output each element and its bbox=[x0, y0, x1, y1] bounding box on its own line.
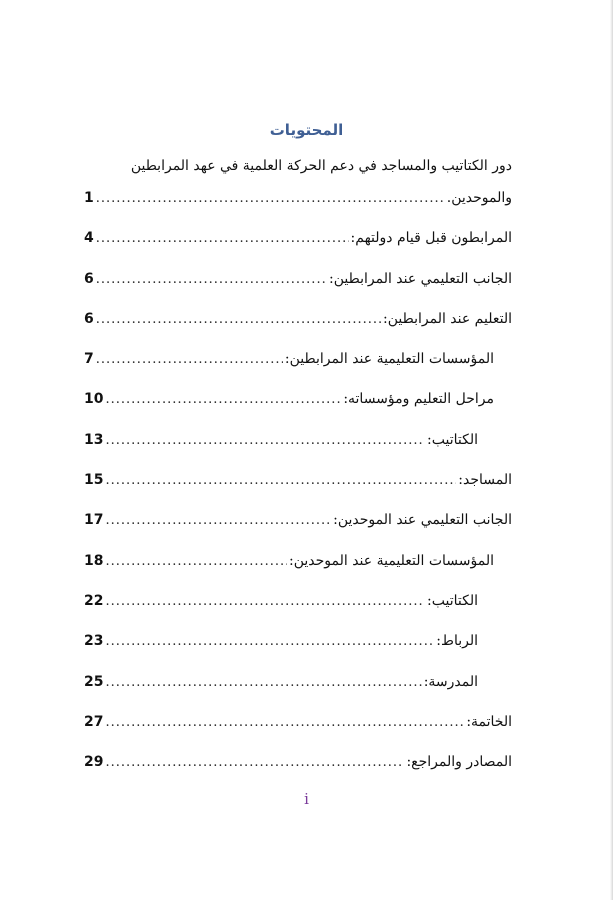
toc-leader-dots bbox=[96, 352, 283, 367]
toc-leader-dots bbox=[105, 554, 287, 569]
toc-entry[interactable] bbox=[84, 424, 512, 464]
toc-entry-page: 4 bbox=[84, 230, 94, 247]
toc-entry-label: المساجد: bbox=[458, 472, 512, 489]
toc-entry[interactable] bbox=[84, 222, 512, 262]
toc-entry-page: 7 bbox=[84, 351, 94, 368]
toc-entry[interactable] bbox=[84, 666, 512, 706]
toc-entry-page: 27 bbox=[84, 713, 104, 730]
toc-entry-page: 6 bbox=[84, 310, 94, 327]
toc-entry[interactable] bbox=[84, 464, 512, 504]
toc-entry-page: 29 bbox=[84, 754, 104, 771]
toc-leader-dots bbox=[96, 191, 445, 206]
toc-entry-page: 13 bbox=[84, 431, 104, 448]
toc-entry-page: 18 bbox=[84, 552, 104, 569]
toc-entry-label: والموحدين. bbox=[446, 190, 512, 206]
toc-entry[interactable] bbox=[84, 545, 512, 585]
toc-entry[interactable] bbox=[84, 585, 512, 625]
toc-leader-dots bbox=[105, 755, 404, 770]
toc-entry[interactable] bbox=[84, 343, 512, 383]
toc-entry[interactable] bbox=[84, 383, 512, 423]
toc-title: المحتويات bbox=[269, 121, 344, 139]
toc-entry[interactable] bbox=[84, 706, 512, 746]
page-number: i bbox=[304, 790, 309, 808]
toc-leader-dots bbox=[105, 513, 331, 528]
toc-leader-dots bbox=[105, 634, 434, 649]
toc-entry-page: 22 bbox=[84, 592, 104, 609]
toc-entry-label: مراحل التعليم ومؤسساته: bbox=[343, 391, 494, 408]
toc-entry[interactable] bbox=[84, 625, 512, 665]
toc-leader-dots bbox=[105, 473, 456, 488]
toc-leader-dots bbox=[105, 433, 425, 448]
toc-leader-dots bbox=[96, 231, 349, 246]
toc-entry-label: المدرسة: bbox=[423, 673, 478, 690]
toc-leader-dots bbox=[105, 715, 464, 730]
toc-entry-label: الجانب التعليمي عند المرابطين: bbox=[329, 270, 512, 287]
toc-entry-label: الكتاتيب: bbox=[427, 592, 478, 609]
toc-entry-page: 6 bbox=[84, 270, 94, 287]
toc-entry-label: التعليم عند المرابطين: bbox=[383, 310, 512, 327]
toc-entry[interactable] bbox=[84, 182, 512, 222]
toc-entry[interactable] bbox=[84, 263, 512, 303]
toc-leader-dots bbox=[96, 312, 381, 327]
toc-entry-label: الكتاتيب: bbox=[427, 431, 478, 448]
toc-leader-dots bbox=[105, 675, 421, 690]
toc-entry-label: المؤسسات التعليمية عند الموحدين: bbox=[289, 552, 494, 569]
toc-leader-dots bbox=[96, 272, 327, 287]
toc-entry-page: 25 bbox=[84, 673, 104, 690]
toc-entry-page: 10 bbox=[84, 391, 104, 408]
toc-entry-page: 23 bbox=[84, 633, 104, 650]
toc-list bbox=[84, 182, 512, 786]
toc-entry-label: الجانب التعليمي عند الموحدين: bbox=[333, 512, 512, 529]
toc-entry[interactable] bbox=[84, 303, 512, 343]
toc-entry-page: 15 bbox=[84, 472, 104, 489]
toc-entry[interactable] bbox=[84, 504, 512, 544]
toc-entry-label: الخاتمة: bbox=[466, 713, 512, 730]
toc-entry-label: الرباط: bbox=[436, 633, 478, 650]
toc-entry-label: المصادر والمراجع: bbox=[406, 754, 512, 771]
toc-leader-dots bbox=[105, 392, 341, 407]
toc-entry-label: المؤسسات التعليمية عند المرابطين: bbox=[284, 351, 494, 368]
toc-entry-page: 1 bbox=[84, 190, 94, 206]
toc-entry[interactable] bbox=[84, 746, 512, 786]
toc-entry-label: المرابطون قبل قيام دولتهم: bbox=[350, 230, 512, 247]
toc-leader-dots bbox=[105, 594, 425, 609]
toc-intro-line: دور الكتاتيب والمساجد في دعم الحركة العلمية في عهد المرابطين bbox=[130, 158, 512, 174]
toc-entry-page: 17 bbox=[84, 512, 104, 529]
